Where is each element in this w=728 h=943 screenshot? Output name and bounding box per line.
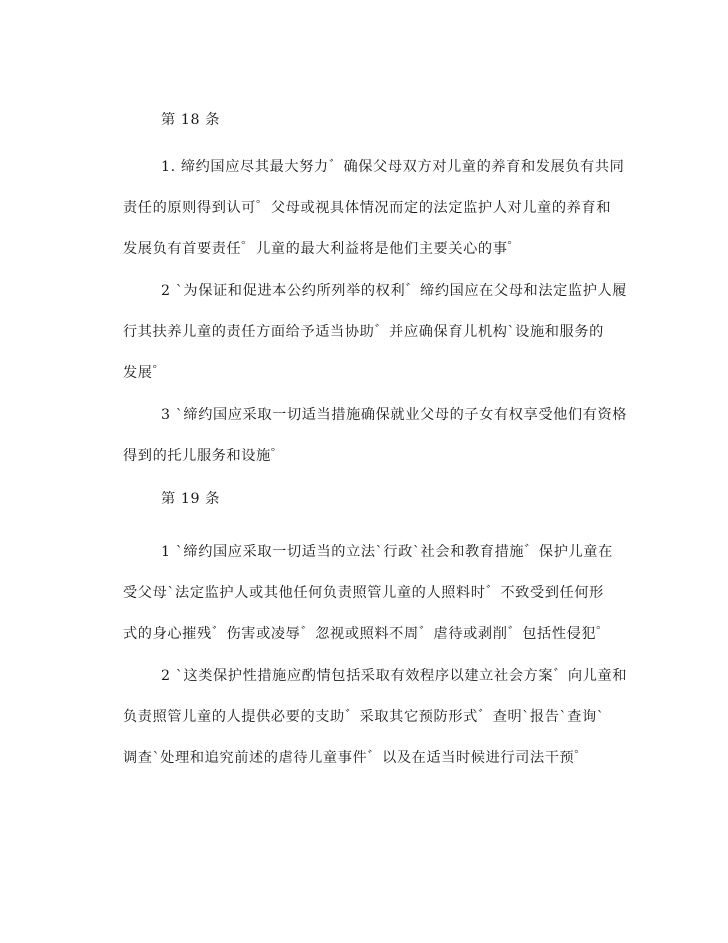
article-18-heading (123, 100, 613, 141)
paragraph-line: 负责照管儿童的人提供必要的支助゛采取其它预防形式゛查明ˋ报告ˋ查询ˋ (123, 709, 605, 725)
paragraph-line: 调查ˋ处理和追究前述的虐待儿童事件゛以及在适当时候进行司法干预゜ (123, 750, 590, 766)
paragraph-line: 1. 缔约国应尽其最大努力゛确保父母双方对儿童的养育和发展负有共同 (161, 159, 625, 175)
article-18-paragraph-1 (123, 147, 625, 270)
paragraph-line: 2 `这类保护性措施应酌情包括采取有效程序以建立社会方案゛向儿童和 (161, 668, 628, 684)
paragraph-line: 发展゜ (123, 365, 168, 381)
article-19-paragraph-2 (123, 656, 628, 779)
heading-text: 第 19 条 (161, 491, 221, 507)
paragraph-line: 1 `缔约国应采取一切适当的立法ˋ行政ˋ社会和教育措施゛保护儿童在 (161, 544, 613, 560)
article-18-paragraph-3 (123, 395, 628, 477)
paragraph-line: 2 `为保证和促进本公约所列举的权利゛缔约国应在父母和法定监护人履 (161, 283, 628, 299)
paragraph-line: 责任的原则得到认可゜父母或视具体情况而定的法定监护人对儿童的养育和 (123, 200, 611, 216)
paragraph-line: 3 `缔约国应采取一切适当措施确保就业父母的子女有权享受他们有资格 (161, 407, 628, 423)
article-18-paragraph-2 (123, 271, 628, 394)
paragraph-line: 发展负有首要责任゜儿童的最大利益将是他们主要关心的事゜ (123, 241, 523, 257)
paragraph-line: 行其扶养儿童的责任方面给予适当协助゛并应确保育儿机构ˋ设施和服务的 (123, 324, 604, 340)
paragraph-line: 受父母ˋ法定监护人或其他任何负责照管儿童的人照料时゛不致受到任何形 (123, 585, 604, 601)
paragraph-line: 式的身心摧残゛伤害或凌辱゛忽视或照料不周゛虐待或剥削゛包括性侵犯゜ (123, 626, 611, 642)
article-19-paragraph-1 (123, 532, 613, 655)
heading-text: 第 18 条 (161, 112, 221, 128)
article-19-heading (123, 479, 613, 520)
paragraph-line: 得到的托儿服务和设施゜ (123, 448, 286, 464)
